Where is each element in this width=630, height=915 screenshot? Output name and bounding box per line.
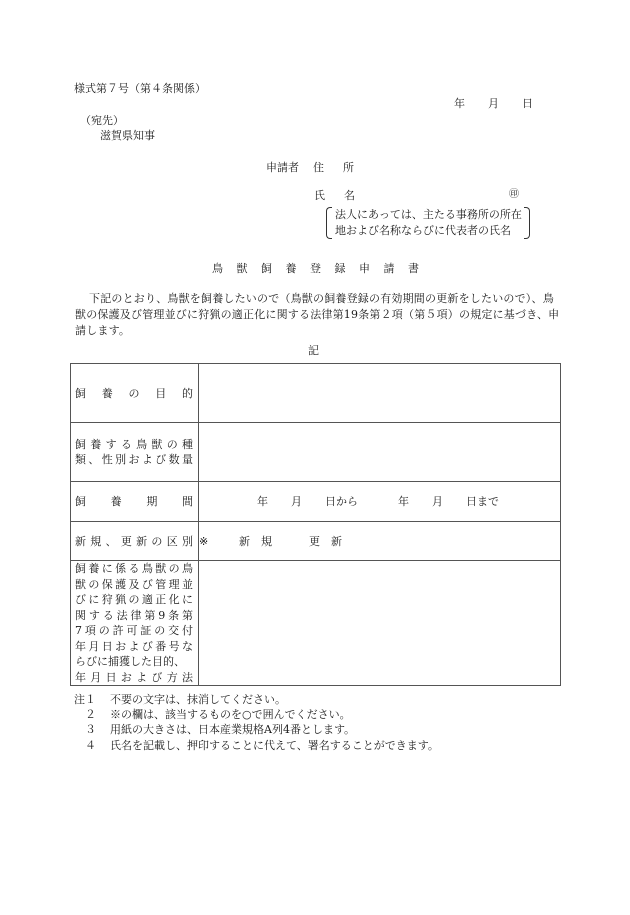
species-field[interactable] [199, 423, 561, 482]
date-month: 月 [488, 97, 499, 110]
date-year: 年 [454, 97, 465, 110]
ki-heading: 記 [308, 344, 319, 357]
period-from-month: 月 [291, 495, 302, 508]
period-from-year: 年 [257, 495, 268, 508]
addressee-name: 滋賀県知事 [100, 129, 155, 142]
purpose-field[interactable] [199, 364, 561, 423]
option-new[interactable]: 新 規 [239, 534, 272, 548]
period-to-month: 月 [432, 495, 443, 508]
application-table [70, 363, 561, 686]
period-field[interactable] [199, 482, 561, 522]
table-row-period [71, 482, 561, 522]
applicant-address-row [266, 162, 373, 173]
seal-mark-icon: ㊞ [509, 189, 519, 200]
note-1: 注１ 不要の文字は、抹消してください。 [74, 693, 286, 706]
form-number: 様式第７号（第４条関係） [74, 82, 206, 95]
period-from-day: 日から [325, 495, 358, 508]
period-to-day: 日まで [466, 495, 499, 508]
corp-note-line-1: 法人にあっては、主たる事務所の所在 [335, 208, 522, 221]
note-3: ３ 用紙の大きさは、日本産業規格A列4番とします。 [74, 723, 356, 737]
asterisk-mark: ※ [199, 534, 209, 548]
label-category: 新 規 、 更 新 の 区 別 [71, 522, 199, 561]
addressee-label: （宛先） [80, 114, 124, 127]
address-label-2: 所 [343, 161, 354, 174]
document-title: 鳥獣飼養登録申請書 [212, 262, 433, 275]
note-2: ２ ※の欄は、該当するものを○で囲んでください。 [74, 708, 351, 722]
date-day: 日 [522, 97, 533, 110]
table-row-category [71, 522, 561, 561]
notes-section [74, 692, 439, 753]
label-period: 飼 養 期 間 [71, 482, 199, 522]
body-paragraph: 下記のとおり、鳥獣を飼養したいので（鳥獣の飼養登録の有効期間の更新をしたいので）、鳥獣の保護及び管理並びに狩猟の適正化に関する法律第19条第２項（第５項）の規定に基づき、申請します。 [75, 292, 560, 337]
date-field [454, 98, 533, 109]
permit-field[interactable] [199, 561, 561, 686]
label-purpose: 飼 養 の 目 的 [71, 364, 199, 423]
table-row-purpose [71, 364, 561, 423]
table-row-species [71, 423, 561, 482]
label-species: 飼 養 す る 鳥 獣 の 種 類 、 性 別 お よ び 数 量 [71, 423, 199, 482]
name-label-1: 氏 [314, 189, 325, 202]
applicant-label: 申請者 [266, 161, 299, 174]
applicant-name-row [314, 190, 374, 201]
corporation-note [326, 207, 530, 239]
name-label-2: 名 [344, 189, 355, 202]
corp-note-line-2: 地および名称ならびに代表者の氏名 [335, 224, 511, 237]
address-label-1: 住 [313, 161, 324, 174]
category-field [199, 522, 561, 561]
option-renew[interactable]: 更 新 [309, 534, 342, 548]
label-permit: 飼 養 に 係 る 鳥 獣 の 鳥 獣 の 保 護 及 び 管 理 並 び に 狩 猟 の 適 正 化 に 関 す る 法 律 第 9 条 第 7 項 の 許 可 証 の 交 付 年 月 日 お よ び 番 号 な ら び に 捕 獲 し た 目 的 、 年 月 日 お よ び 方 法 [71, 561, 199, 686]
table-row-permit [71, 561, 561, 686]
period-to-year: 年 [398, 495, 409, 508]
note-4: ４ 氏名を記載し、押印することに代えて、署名することができます。 [74, 738, 439, 752]
